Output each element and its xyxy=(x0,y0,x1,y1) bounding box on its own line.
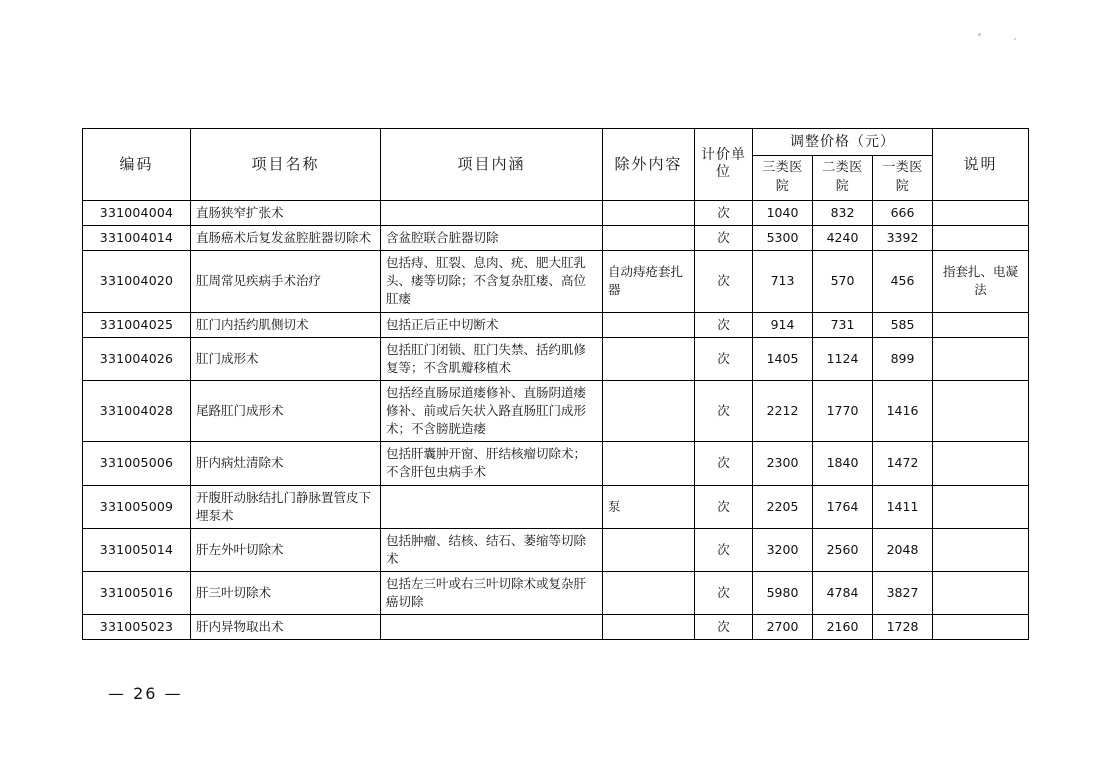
cell-note xyxy=(933,380,1029,441)
cell-exclusion xyxy=(603,312,695,337)
cell-name: 直肠癌术后复发盆腔脏器切除术 xyxy=(191,226,381,251)
header-name: 项目名称 xyxy=(191,129,381,201)
cell-exclusion xyxy=(603,337,695,380)
cell-price-level2: 1770 xyxy=(813,380,873,441)
cell-note xyxy=(933,226,1029,251)
cell-name: 肛门内括约肌侧切术 xyxy=(191,312,381,337)
cell-unit: 次 xyxy=(695,442,753,485)
cell-unit: 次 xyxy=(695,200,753,225)
cell-price-level3: 2212 xyxy=(753,380,813,441)
cell-code: 331004025 xyxy=(83,312,191,337)
header-price-level2: 二类医院 xyxy=(813,156,873,201)
header-price-group: 调整价格（元） xyxy=(753,129,933,156)
cell-unit: 次 xyxy=(695,615,753,640)
cell-price-level2: 4240 xyxy=(813,226,873,251)
cell-exclusion xyxy=(603,442,695,485)
cell-exclusion xyxy=(603,226,695,251)
cell-name: 肛周常见疾病手术治疗 xyxy=(191,251,381,312)
cell-connotation: 包括肛门闭锁、肛门失禁、括约肌修复等；不含肌瓣移植术 xyxy=(381,337,603,380)
cell-price-level1: 2048 xyxy=(873,528,933,571)
cell-price-level1: 1728 xyxy=(873,615,933,640)
cell-connotation: 包括正后正中切断术 xyxy=(381,312,603,337)
cell-name: 尾路肛门成形术 xyxy=(191,380,381,441)
cell-connotation: 包括肝囊肿开窗、肝结核瘤切除术；不含肝包虫病手术 xyxy=(381,442,603,485)
table-row xyxy=(83,485,1029,528)
cell-price-level3: 5300 xyxy=(753,226,813,251)
cell-price-level3: 1405 xyxy=(753,337,813,380)
header-code: 编码 xyxy=(83,129,191,201)
cell-price-level2: 2160 xyxy=(813,615,873,640)
cell-exclusion xyxy=(603,615,695,640)
table-row xyxy=(83,380,1029,441)
cell-name: 肝内异物取出术 xyxy=(191,615,381,640)
cell-note xyxy=(933,312,1029,337)
cell-price-level2: 1124 xyxy=(813,337,873,380)
cell-note: 指套扎、电凝法 xyxy=(933,251,1029,312)
cell-connotation xyxy=(381,200,603,225)
cell-name: 肝三叶切除术 xyxy=(191,572,381,615)
header-price-level3: 三类医院 xyxy=(753,156,813,201)
cell-connotation: 含盆腔联合脏器切除 xyxy=(381,226,603,251)
cell-name: 肛门成形术 xyxy=(191,337,381,380)
cell-price-level1: 3827 xyxy=(873,572,933,615)
cell-exclusion xyxy=(603,528,695,571)
cell-price-level3: 2300 xyxy=(753,442,813,485)
table-row xyxy=(83,615,1029,640)
table-row xyxy=(83,200,1029,225)
cell-price-level3: 3200 xyxy=(753,528,813,571)
cell-name: 开腹肝动脉结扎门静脉置管皮下埋泵术 xyxy=(191,485,381,528)
medical-price-table xyxy=(82,128,1029,640)
cell-name: 肝内病灶清除术 xyxy=(191,442,381,485)
cell-name: 直肠狭窄扩张术 xyxy=(191,200,381,225)
cell-code: 331004004 xyxy=(83,200,191,225)
cell-unit: 次 xyxy=(695,380,753,441)
cell-code: 331004014 xyxy=(83,226,191,251)
cell-note xyxy=(933,572,1029,615)
cell-price-level2: 570 xyxy=(813,251,873,312)
cell-unit: 次 xyxy=(695,528,753,571)
cell-price-level2: 832 xyxy=(813,200,873,225)
cell-price-level1: 1472 xyxy=(873,442,933,485)
cell-exclusion: 泵 xyxy=(603,485,695,528)
scan-speck xyxy=(978,33,981,36)
cell-connotation: 包括左三叶或右三叶切除术或复杂肝癌切除 xyxy=(381,572,603,615)
cell-unit: 次 xyxy=(695,485,753,528)
cell-note xyxy=(933,615,1029,640)
header-note: 说明 xyxy=(933,129,1029,201)
cell-price-level1: 1416 xyxy=(873,380,933,441)
cell-price-level3: 713 xyxy=(753,251,813,312)
cell-code: 331004020 xyxy=(83,251,191,312)
cell-price-level1: 666 xyxy=(873,200,933,225)
scan-speck xyxy=(1014,38,1016,40)
cell-unit: 次 xyxy=(695,251,753,312)
table-row xyxy=(83,337,1029,380)
cell-connotation xyxy=(381,485,603,528)
cell-price-level3: 5980 xyxy=(753,572,813,615)
cell-price-level3: 2700 xyxy=(753,615,813,640)
cell-price-level1: 585 xyxy=(873,312,933,337)
cell-note xyxy=(933,485,1029,528)
table-row xyxy=(83,226,1029,251)
cell-code: 331005009 xyxy=(83,485,191,528)
cell-price-level1: 3392 xyxy=(873,226,933,251)
cell-code: 331004028 xyxy=(83,380,191,441)
cell-name: 肝左外叶切除术 xyxy=(191,528,381,571)
table-row xyxy=(83,312,1029,337)
cell-code: 331005023 xyxy=(83,615,191,640)
cell-connotation: 包括肿瘤、结核、结石、萎缩等切除术 xyxy=(381,528,603,571)
cell-connotation: 包括经直肠尿道瘘修补、直肠阴道瘘修补、前或后矢状入路直肠肛门成形术；不含膀胱造瘘 xyxy=(381,380,603,441)
cell-code: 331005016 xyxy=(83,572,191,615)
cell-exclusion xyxy=(603,200,695,225)
table-row xyxy=(83,442,1029,485)
cell-price-level1: 1411 xyxy=(873,485,933,528)
cell-code: 331005006 xyxy=(83,442,191,485)
header-exclusion: 除外内容 xyxy=(603,129,695,201)
cell-exclusion xyxy=(603,380,695,441)
table-body xyxy=(83,200,1029,640)
page-number: — 26 — xyxy=(108,684,183,703)
cell-note xyxy=(933,442,1029,485)
cell-unit: 次 xyxy=(695,312,753,337)
cell-exclusion xyxy=(603,572,695,615)
header-connotation: 项目内涵 xyxy=(381,129,603,201)
cell-price-level1: 899 xyxy=(873,337,933,380)
cell-code: 331005014 xyxy=(83,528,191,571)
cell-unit: 次 xyxy=(695,226,753,251)
cell-exclusion: 自动痔疮套扎器 xyxy=(603,251,695,312)
cell-note xyxy=(933,200,1029,225)
cell-price-level2: 731 xyxy=(813,312,873,337)
cell-note xyxy=(933,528,1029,571)
cell-unit: 次 xyxy=(695,337,753,380)
header-unit: 计价单位 xyxy=(695,129,753,201)
cell-price-level1: 456 xyxy=(873,251,933,312)
cell-price-level2: 1840 xyxy=(813,442,873,485)
cell-price-level3: 2205 xyxy=(753,485,813,528)
table-header-row xyxy=(83,129,1029,156)
cell-connotation xyxy=(381,615,603,640)
header-price-level1: 一类医院 xyxy=(873,156,933,201)
cell-note xyxy=(933,337,1029,380)
cell-price-level2: 2560 xyxy=(813,528,873,571)
table-row xyxy=(83,572,1029,615)
cell-price-level2: 4784 xyxy=(813,572,873,615)
cell-code: 331004026 xyxy=(83,337,191,380)
table-row xyxy=(83,251,1029,312)
cell-unit: 次 xyxy=(695,572,753,615)
table-row xyxy=(83,528,1029,571)
cell-connotation: 包括痔、肛裂、息肉、疣、肥大肛乳头、瘘等切除；不含复杂肛瘘、高位肛瘘 xyxy=(381,251,603,312)
cell-price-level3: 1040 xyxy=(753,200,813,225)
cell-price-level3: 914 xyxy=(753,312,813,337)
cell-price-level2: 1764 xyxy=(813,485,873,528)
